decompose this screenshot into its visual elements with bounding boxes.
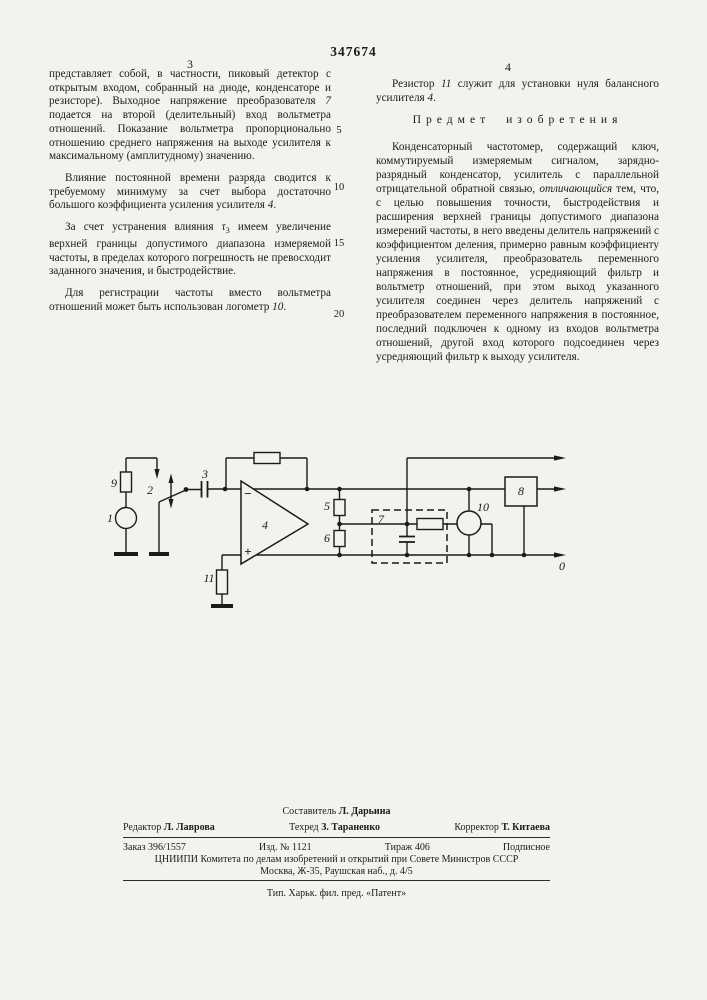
label-converter: 7 — [378, 512, 384, 526]
line-number-20: 20 — [333, 309, 345, 320]
editor: Редактор Л. Лаврова — [123, 822, 215, 833]
resistor-5 — [334, 500, 345, 516]
minus-sign: − — [244, 486, 252, 501]
footer-rule — [123, 880, 550, 881]
label-zero: 0 — [559, 559, 565, 573]
label-meter: 10 — [477, 500, 489, 514]
arrow-right-top — [554, 455, 566, 460]
line-number-5: 5 — [336, 125, 342, 136]
compiler-line: Составитель Л. Дарьина — [282, 806, 391, 817]
paragraph: Для регистрации частоты вместо вольтметра отношений может быть использован логометр 10. — [49, 287, 331, 313]
label-resistor-9: 9 — [111, 476, 117, 490]
label-output-block: 8 — [518, 484, 524, 498]
footer-rule — [123, 837, 550, 838]
circulation: Тираж 406 — [384, 842, 430, 853]
paragraph: За счет устранения влияния $\tau_3$ имеем увеличение верхней границы допустимого диапазона измеряемой частоты, в пределах которого погрешность не превосходит заданного значения, и быстродействие. — [49, 221, 331, 278]
order-number: Заказ 396/1557 — [123, 842, 186, 853]
label-switch: 2 — [147, 483, 153, 497]
printer-line: Тип. Харьк. фил. пред. «Патент» — [266, 888, 407, 899]
paragraph: представляет собой, в частности, пиковый детектор с открытым входом, собранный на диоде, конденсаторе и резисторе). Выходное напряжение преобразователя 7 подается на второй (делительный) вход вольтметра отношений. Показание вольтметра пропорционально отношению среднего напряжения на выходе усилителя к максимальному (амплитудному) значению. — [49, 68, 331, 163]
print-data-line — [123, 842, 550, 854]
resistor-6 — [334, 531, 345, 547]
left-column — [49, 68, 331, 322]
resistor-11 — [217, 570, 228, 594]
address-line: Москва, Ж-35, Раушская наб., д. 4/5 — [260, 866, 413, 877]
arrow-right-bottom — [554, 552, 566, 557]
right-column-paragraph: Резистор 11 служит для установки нуля балансного усилителя 4. — [376, 78, 659, 104]
capacitor-3 — [202, 481, 208, 498]
editors-line — [123, 822, 550, 834]
switch-wire — [159, 490, 201, 553]
feedback-resistor — [254, 453, 280, 464]
arrow-up-commutation — [169, 474, 174, 484]
subscription: Подписное — [502, 842, 550, 853]
label-source: 1 — [107, 511, 113, 525]
organization-line: ЦНИИПИ Комитета по делам изобретений и открытий при Совете Министров СССР — [154, 854, 519, 865]
converter-resistor — [417, 519, 443, 530]
label-resistor-5: 5 — [324, 499, 330, 513]
label-resistor-11: 11 — [203, 571, 215, 585]
claims-heading: Предмет изобретения — [412, 113, 623, 126]
corrector: Корректор Т. Китаева — [454, 822, 550, 833]
label-resistor-6: 6 — [324, 531, 330, 545]
patent-number: 347674 — [330, 44, 377, 59]
label-amplifier: 4 — [262, 518, 268, 532]
paragraph: Влияние постоянной времени разряда сводится к требуемому минимуму за счет выбора достаточно большого коэффициента усиления усилителя 4. — [49, 171, 331, 212]
line-number-15: 15 — [333, 238, 345, 249]
ratio-meter — [457, 511, 481, 535]
arrow-right-mid — [554, 486, 566, 491]
resistor-9 — [121, 472, 132, 492]
circuit-figure — [85, 445, 595, 620]
arrow-down-commutation — [169, 499, 174, 509]
claim-paragraph: Конденсаторный частотомер, содержащий ключ, коммутируемый измеряемым сигналом, зарядно-разрядный конденсатор, усилитель с параллельной отрицательной обратной связью, отличающийся тем, что, с целью повышения точности, быстродействия и расширения верхней границы допустимого диапазона измерений частоты, в него введены делитель напряжений с коэффициентом деления, примерно равным коэффициенту усиления усилителя, преобразователь переменного напряжения в постоянное, усредняющий фильтр и вольтметр отношений, при этом выход указанного усилителя соединен через делитель напряжений с преобразователем переменного напряжения в постоянное, последний подключен к одному из входов вольтметра отношений, другой вход которого подсоединен через усредняющий фильтр к выходу усилителя. — [376, 141, 659, 363]
converter-capacitor — [399, 537, 415, 543]
signal-source — [116, 508, 137, 529]
label-capacitor-3: 3 — [202, 467, 208, 481]
arrow-down-input — [154, 469, 159, 479]
page-number-right: 4 — [505, 60, 511, 74]
page-number-left: 3 — [187, 57, 193, 71]
edition-number: Изд. № 1121 — [258, 842, 312, 853]
techred: Техред З. Тараненко — [289, 822, 380, 833]
plus-sign: + — [244, 544, 252, 559]
line-number-10: 10 — [333, 182, 345, 193]
